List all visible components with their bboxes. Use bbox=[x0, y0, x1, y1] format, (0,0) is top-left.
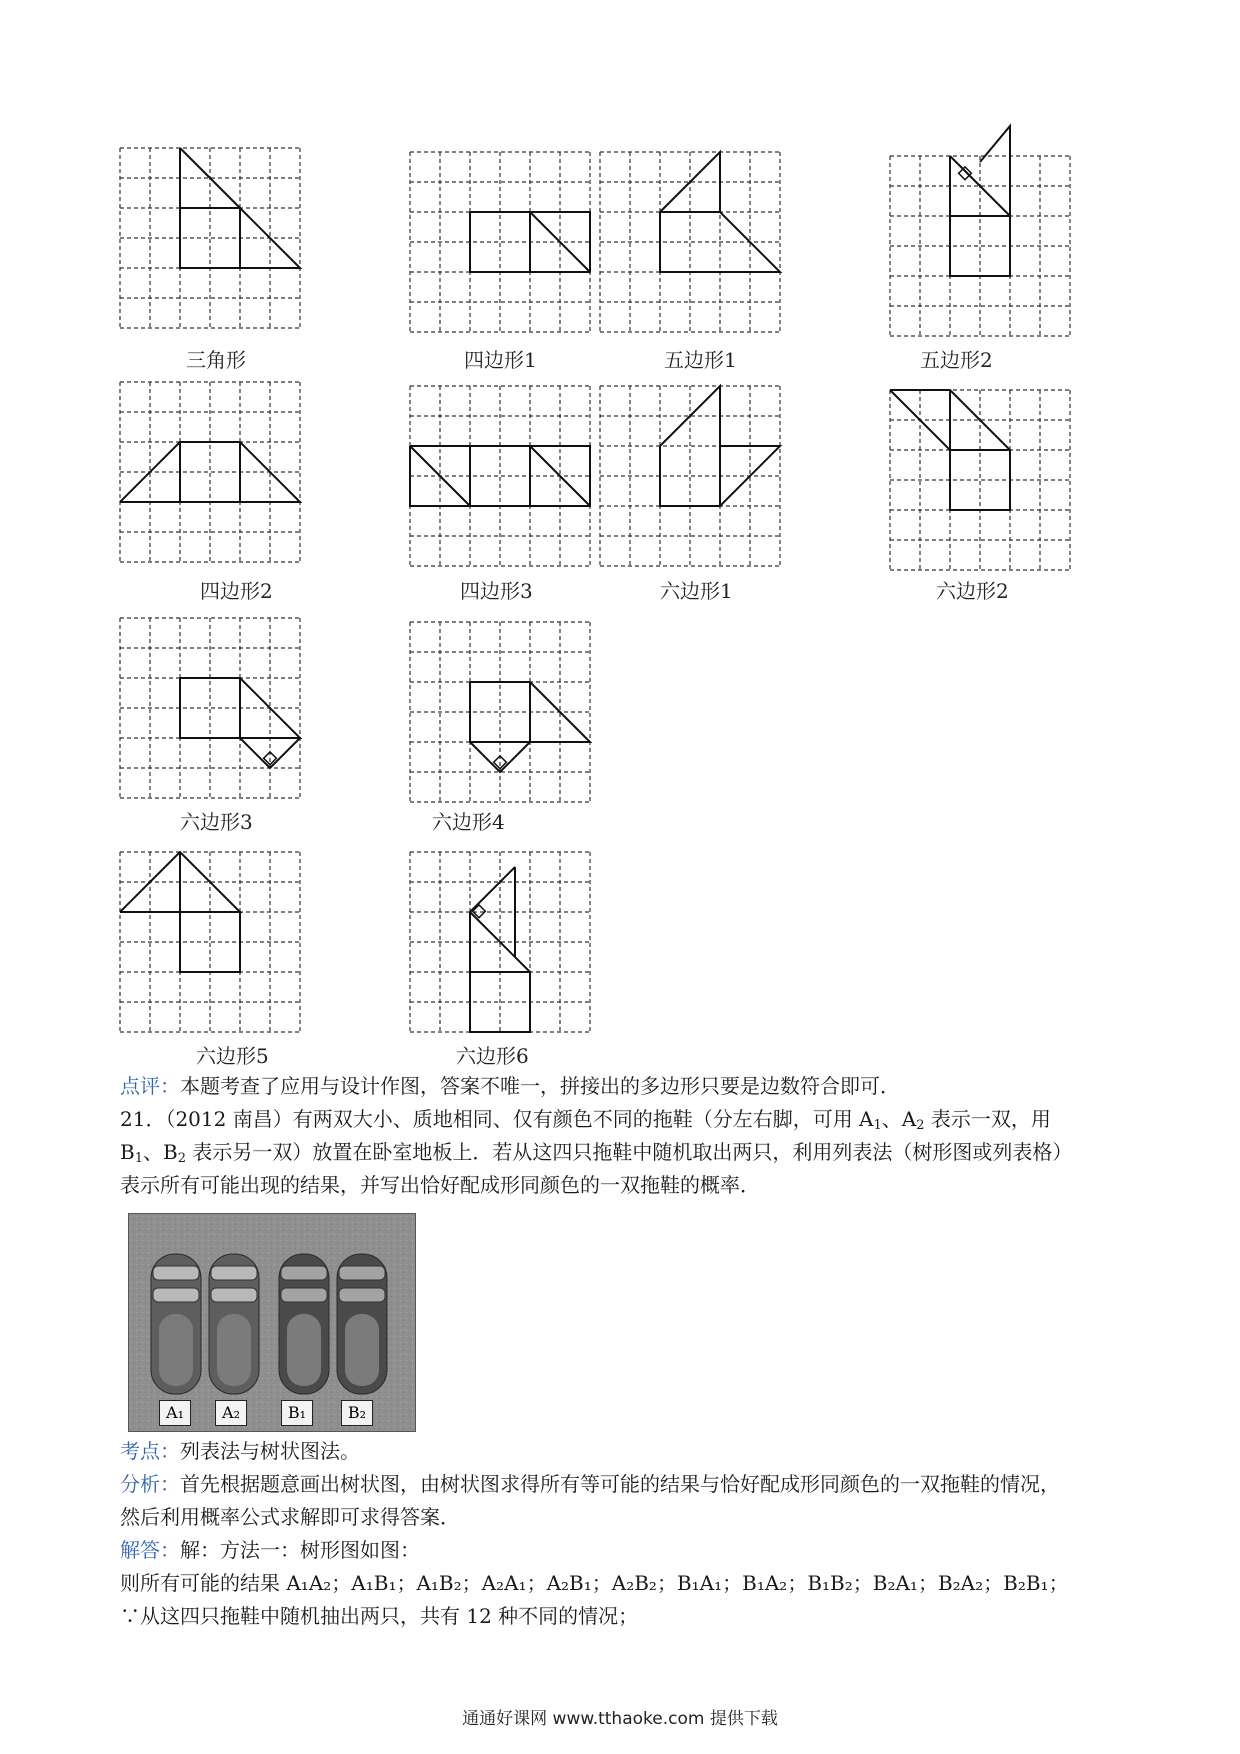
slipper-strap bbox=[211, 1288, 257, 1302]
result-item: B₁B₂； bbox=[807, 1571, 873, 1595]
problem-text-2b: 、B bbox=[142, 1140, 178, 1164]
figure-caption-hex-2: 六边形2 bbox=[936, 579, 1009, 603]
grid-figure-hex-6 bbox=[410, 852, 590, 1032]
subscript: 1 bbox=[134, 1151, 143, 1166]
shape-edge bbox=[180, 208, 240, 268]
figure-caption-hex-3: 六边形3 bbox=[180, 810, 253, 834]
grid-figure-svg bbox=[890, 390, 1070, 570]
result-item: A₂A₁； bbox=[481, 1571, 547, 1595]
grid-figure-pent-2 bbox=[890, 156, 1070, 336]
grid-figure-hex-3 bbox=[120, 618, 300, 798]
result-item: B₂A₁； bbox=[872, 1571, 938, 1595]
grid-figure-hex-5 bbox=[120, 852, 300, 1032]
result-item: A₁B₂； bbox=[416, 1571, 482, 1595]
grid-figure-hex-2 bbox=[890, 390, 1070, 570]
grid-figure-svg bbox=[410, 852, 590, 1032]
jieda-line bbox=[120, 1537, 420, 1563]
fenxi-line-2: 然后利用概率公式求解即可求得答案． bbox=[120, 1505, 460, 1529]
slipper-insole bbox=[159, 1314, 193, 1386]
figure-caption-quad-1: 四边形1 bbox=[464, 348, 537, 372]
grid-figure-hex-4 bbox=[410, 622, 590, 802]
slippers-illustration bbox=[129, 1214, 415, 1431]
result-item: B₁A₂； bbox=[742, 1571, 808, 1595]
slipper-label: A₁ bbox=[159, 1400, 191, 1426]
slipper-strap bbox=[153, 1266, 199, 1280]
shape-edge bbox=[120, 442, 300, 502]
fenxi-text-1: 首先根据题意画出树状图，由树状图求得所有等可能的结果与恰好配成形同颜色的一双拖鞋的情况， bbox=[180, 1472, 1060, 1496]
figure-caption-hex-1: 六边形1 bbox=[660, 579, 733, 603]
jieda-text: 解：方法一：树形图如图： bbox=[180, 1538, 420, 1562]
grid-figure-svg bbox=[410, 622, 590, 802]
problem-text-1a: 21．（2012 南昌）有两双大小、质地相同、仅有颜色不同的拖鞋（分左右脚，可用 A bbox=[120, 1107, 874, 1131]
grid-figure-svg bbox=[120, 382, 300, 562]
grid-figure-quad-2 bbox=[120, 382, 300, 562]
fenxi-tag: 分析： bbox=[120, 1472, 180, 1496]
grid-figure-hex-1 bbox=[600, 386, 780, 566]
shape-edge bbox=[950, 216, 1010, 276]
grid-figure-quad-3 bbox=[410, 386, 590, 566]
slipper-strap bbox=[339, 1288, 385, 1302]
figure-caption-pent-1: 五边形1 bbox=[664, 348, 737, 372]
slipper-insole bbox=[287, 1314, 321, 1386]
slipper-strap bbox=[153, 1288, 199, 1302]
subscript: 2 bbox=[177, 1151, 186, 1166]
jieda-tag: 解答： bbox=[120, 1538, 180, 1562]
shape-edge bbox=[470, 912, 530, 972]
problem-text-2a: B bbox=[120, 1140, 135, 1164]
result-item: A₁B₁； bbox=[351, 1571, 417, 1595]
result-item: A₂B₁； bbox=[546, 1571, 612, 1595]
figure-caption-pent-2: 五边形2 bbox=[920, 348, 993, 372]
slipper-label: B₁ bbox=[281, 1400, 313, 1426]
subscript: 2 bbox=[916, 1118, 925, 1133]
result-item: A₁A₂； bbox=[286, 1571, 352, 1595]
kaodian-tag: 考点： bbox=[120, 1439, 180, 1463]
figure-caption-quad-2: 四边形2 bbox=[200, 579, 273, 603]
slippers-photo bbox=[128, 1213, 416, 1432]
result-item: B₂A₂； bbox=[937, 1571, 1004, 1595]
result-item: A₂B₂； bbox=[611, 1571, 677, 1595]
shape-edge bbox=[180, 912, 240, 972]
figure-caption-quad-3: 四边形3 bbox=[460, 579, 533, 603]
page-footer: 通通好课网 www.tthaoke.com 提供下载 bbox=[462, 1709, 778, 1729]
problem-text-1b: 、A bbox=[881, 1107, 917, 1131]
grid-figure-triangle bbox=[120, 148, 300, 328]
problem-line-1 bbox=[120, 1106, 1051, 1139]
comment-text: 本题考查了应用与设计作图，答案不唯一，拼接出的多边形只要是边数符合即可． bbox=[180, 1074, 900, 1098]
shape-edge bbox=[470, 867, 515, 912]
fenxi-line-1 bbox=[120, 1471, 1060, 1497]
slipper-strap bbox=[211, 1266, 257, 1280]
subscript: 1 bbox=[873, 1118, 882, 1133]
grid-figure-svg bbox=[120, 852, 300, 1032]
grid-figure-svg bbox=[120, 618, 300, 798]
problem-text-2c: 表示另一双）放置在卧室地板上．若从这四只拖鞋中随机取出两只，利用列表法（树形图或列表格） bbox=[185, 1140, 1073, 1164]
slipper-insole bbox=[345, 1314, 379, 1386]
result-item: B₂B₁； bbox=[1003, 1571, 1069, 1595]
since-line: ∵从这四只拖鞋中随机抽出两只，共有 12 种不同的情况； bbox=[120, 1604, 639, 1628]
grid-figure-svg bbox=[410, 386, 590, 566]
slipper-strap bbox=[281, 1288, 327, 1302]
results-items bbox=[286, 1571, 1068, 1595]
shape-edge bbox=[410, 446, 590, 506]
results-prefix: 则所有可能的结果 bbox=[120, 1571, 287, 1595]
grid-figure-svg bbox=[600, 386, 780, 566]
right-angle-mark bbox=[959, 167, 972, 180]
results-line bbox=[120, 1570, 1069, 1596]
figure-caption-triangle: 三角形 bbox=[186, 348, 246, 372]
figure-caption-hex-5: 六边形5 bbox=[196, 1044, 269, 1068]
shape-edge bbox=[980, 126, 1010, 216]
slipper-insole bbox=[217, 1314, 251, 1386]
problem-line-3: 表示所有可能出现的结果，并写出恰好配成形同颜色的一双拖鞋的概率． bbox=[120, 1173, 760, 1197]
grid-figure-svg bbox=[410, 152, 590, 332]
slipper-strap bbox=[281, 1266, 327, 1280]
grid-figure-quad-1 bbox=[410, 152, 590, 332]
kaodian-line bbox=[120, 1438, 360, 1464]
grid-figure-pent-1 bbox=[600, 152, 780, 332]
slipper-label: A₂ bbox=[215, 1400, 247, 1426]
comment-tag: 点评： bbox=[120, 1074, 180, 1098]
comment-line bbox=[120, 1073, 900, 1099]
grid-figure-svg bbox=[120, 148, 300, 328]
slipper-strap bbox=[339, 1266, 385, 1280]
slipper-label: B₂ bbox=[341, 1400, 373, 1426]
grid-figure-svg bbox=[600, 152, 780, 332]
problem-line-2 bbox=[120, 1139, 1072, 1172]
grid-figure-svg bbox=[890, 156, 1070, 336]
figure-caption-hex-6: 六边形6 bbox=[456, 1044, 529, 1068]
problem-text-1c: 表示一双，用 bbox=[924, 1107, 1051, 1131]
kaodian-text: 列表法与树状图法。 bbox=[180, 1439, 360, 1463]
result-item: B₁A₁； bbox=[676, 1571, 743, 1595]
figure-caption-hex-4: 六边形4 bbox=[432, 810, 505, 834]
